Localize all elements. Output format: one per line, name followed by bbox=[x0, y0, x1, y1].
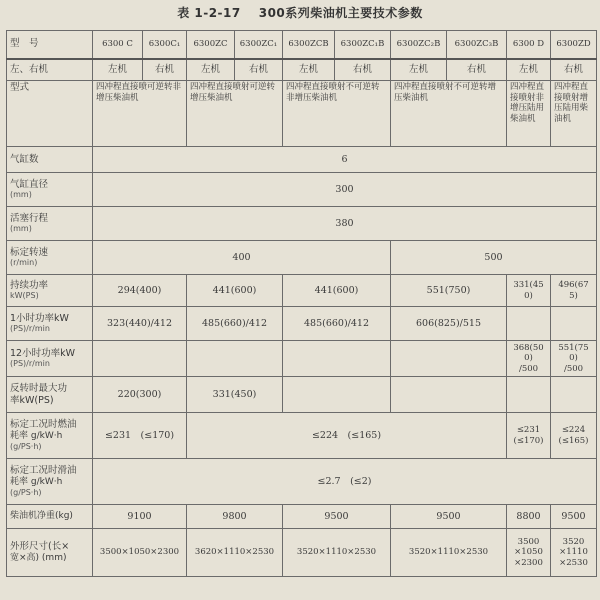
empty-cell bbox=[551, 377, 597, 413]
value-line: ×2300 bbox=[514, 557, 543, 568]
value-line: /500 bbox=[518, 363, 539, 374]
table-title bbox=[0, 4, 600, 21]
row-label: 气缸数 bbox=[7, 147, 93, 173]
weight-cell: 9500 bbox=[551, 505, 597, 529]
dims-cell: 3520×1110×2530 bbox=[283, 529, 391, 577]
row-label bbox=[7, 307, 93, 341]
weight-cell: 9100 bbox=[93, 505, 187, 529]
weight-cell: 9500 bbox=[283, 505, 391, 529]
label-unit: (r/min) bbox=[10, 258, 38, 268]
model-cell: 6300ZD bbox=[551, 31, 597, 59]
empty-cell bbox=[283, 377, 391, 413]
dims-cell bbox=[551, 529, 597, 577]
value-line: (≤170) bbox=[513, 435, 544, 446]
rotation-cell: 左机 bbox=[283, 59, 335, 81]
label-unit: (mm) bbox=[10, 190, 32, 200]
dims-cell bbox=[507, 529, 551, 577]
rotation-cell: 右机 bbox=[143, 59, 187, 81]
label-unit: kW(PS) bbox=[10, 291, 39, 301]
empty-cell bbox=[93, 341, 187, 377]
table-caption: 300系列柴油机主要技术参数 bbox=[258, 6, 423, 20]
value-line: /500 bbox=[563, 363, 584, 374]
power-cell bbox=[551, 307, 597, 341]
type-cell: 四冲程直接喷射非增压陆用柴油机 bbox=[507, 81, 551, 147]
row-label bbox=[7, 275, 93, 307]
model-cell: 6300 C bbox=[93, 31, 143, 59]
power-cell: 441(600) bbox=[187, 275, 283, 307]
row-label bbox=[7, 459, 93, 505]
row-label: 左、右机 bbox=[7, 59, 93, 81]
row-label bbox=[7, 241, 93, 275]
dims-cell: 3520×1110×2530 bbox=[391, 529, 507, 577]
value-line: (≤165) bbox=[558, 435, 589, 446]
empty-cell bbox=[507, 377, 551, 413]
empty-cell bbox=[187, 341, 283, 377]
row-label bbox=[7, 207, 93, 241]
empty-cell bbox=[391, 341, 507, 377]
empty-cell bbox=[283, 341, 391, 377]
power-cell: 441(600) bbox=[283, 275, 391, 307]
rotation-cell: 右机 bbox=[335, 59, 391, 81]
label-text: 率kW(PS) bbox=[10, 394, 54, 406]
power-cell: 331(450) bbox=[187, 377, 283, 413]
value-line: ×1110 bbox=[559, 547, 588, 558]
weight-cell: 9500 bbox=[391, 505, 507, 529]
model-cell: 6300ZC bbox=[187, 31, 235, 59]
label-unit: (mm) bbox=[10, 224, 32, 234]
row-label bbox=[7, 529, 93, 577]
label-unit: (g/PS·h) bbox=[10, 442, 42, 452]
table-row-stroke bbox=[7, 207, 597, 241]
cylinders-value: 6 bbox=[93, 147, 597, 173]
power-cell bbox=[507, 341, 551, 377]
model-cell: 6300ZC₂B bbox=[391, 31, 447, 59]
row-label bbox=[7, 377, 93, 413]
label-text: 反转时最大功 bbox=[10, 382, 68, 394]
power-cell: 606(825)/515 bbox=[391, 307, 507, 341]
power-cell: 485(660)/412 bbox=[283, 307, 391, 341]
row-label bbox=[7, 413, 93, 459]
type-cell: 四冲程直接喷射可逆转增压柴油机 bbox=[187, 81, 283, 147]
speed-marine: 400 bbox=[93, 241, 391, 275]
model-cell: 6300ZCB bbox=[283, 31, 335, 59]
label-unit: (g/PS·h) bbox=[10, 488, 42, 498]
model-cell: 6300 D bbox=[507, 31, 551, 59]
speed-land: 500 bbox=[391, 241, 597, 275]
label-text: 1小时功率kW bbox=[10, 312, 69, 324]
model-cell: 6300ZC₁B bbox=[335, 31, 391, 59]
label-text: 外形尺寸(长× bbox=[10, 540, 70, 552]
bore-value: 300 bbox=[93, 173, 597, 207]
table-row-reverse-power bbox=[7, 377, 597, 413]
value-line: ×1050 bbox=[514, 547, 543, 558]
value-line: 551(750) bbox=[558, 343, 589, 364]
value-line: 368(500) bbox=[513, 343, 544, 364]
label-text: 标定转速 bbox=[10, 246, 49, 258]
spec-table bbox=[6, 30, 597, 577]
rotation-cell: 左机 bbox=[507, 59, 551, 81]
label-unit: (PS)/r/min bbox=[10, 324, 50, 334]
table-row-hour1-power bbox=[7, 307, 597, 341]
table-row-dims bbox=[7, 529, 597, 577]
weight-cell: 8800 bbox=[507, 505, 551, 529]
label-unit: (PS)/r/min bbox=[10, 359, 50, 369]
row-label bbox=[7, 173, 93, 207]
value-line: 3520 bbox=[562, 537, 585, 548]
type-cell: 四冲程直接喷射不可逆转增压柴油机 bbox=[391, 81, 507, 147]
empty-cell bbox=[391, 377, 507, 413]
weight-cell: 9800 bbox=[187, 505, 283, 529]
power-cell: 323(440)/412 bbox=[93, 307, 187, 341]
dims-cell: 3620×1110×2530 bbox=[187, 529, 283, 577]
power-cell: 294(400) bbox=[93, 275, 187, 307]
table-row-model bbox=[7, 31, 597, 59]
power-cell bbox=[551, 341, 597, 377]
rotation-cell: 右机 bbox=[447, 59, 507, 81]
table-row-fuel bbox=[7, 413, 597, 459]
model-cell: 6300C₁ bbox=[143, 31, 187, 59]
power-cell: 485(660)/412 bbox=[187, 307, 283, 341]
label-text: 耗率 g/kW·h bbox=[10, 476, 63, 487]
table-row-rotation bbox=[7, 59, 597, 81]
rotation-cell: 左机 bbox=[391, 59, 447, 81]
label-text: 标定工况时滑油 bbox=[10, 464, 77, 476]
label-text: 活塞行程 bbox=[10, 212, 49, 224]
type-cell: 四冲程直接喷射增压陆用柴油机 bbox=[551, 81, 597, 147]
power-cell bbox=[507, 307, 551, 341]
fuel-cell: ≤224 (≤165) bbox=[187, 413, 507, 459]
rotation-cell: 左机 bbox=[187, 59, 235, 81]
model-cell: 6300ZC₃B bbox=[447, 31, 507, 59]
model-cell: 6300ZC₁ bbox=[235, 31, 283, 59]
label-text: 12小时功率kW bbox=[10, 347, 75, 359]
power-cell: 551(750) bbox=[391, 275, 507, 307]
table-row-type bbox=[7, 81, 597, 147]
row-label: 型式 bbox=[7, 81, 93, 147]
table-row-cylinders bbox=[7, 147, 597, 173]
table-row-hour12-power bbox=[7, 341, 597, 377]
label-text: 宽×高) (mm) bbox=[10, 552, 67, 563]
table-number: 表 1-2-17 bbox=[177, 6, 241, 20]
table-row-cont-power bbox=[7, 275, 597, 307]
label-text: 标定工况时燃油 bbox=[10, 418, 77, 430]
label-text: 耗率 g/kW·h bbox=[10, 430, 63, 441]
value-line: ×2530 bbox=[559, 557, 588, 568]
stroke-value: 380 bbox=[93, 207, 597, 241]
fuel-cell bbox=[551, 413, 597, 459]
power-cell: 220(300) bbox=[93, 377, 187, 413]
fuel-cell bbox=[507, 413, 551, 459]
type-cell: 四冲程直接喷射不可逆转非增压柴油机 bbox=[283, 81, 391, 147]
row-label: 柴油机净重(kg) bbox=[7, 505, 93, 529]
table-row-weight bbox=[7, 505, 597, 529]
table-row-bore bbox=[7, 173, 597, 207]
value-line: ≤224 bbox=[561, 425, 586, 436]
value-line: 3500 bbox=[517, 537, 540, 548]
fuel-cell: ≤231 (≤170) bbox=[93, 413, 187, 459]
label-text: 持续功率 bbox=[10, 279, 49, 291]
row-label: 型 号 bbox=[7, 31, 93, 59]
power-cell: 331(450) bbox=[507, 275, 551, 307]
rotation-cell: 右机 bbox=[551, 59, 597, 81]
type-cell: 四冲程直接喷可逆转非增压柴油机 bbox=[93, 81, 187, 147]
dims-cell: 3500×1050×2300 bbox=[93, 529, 187, 577]
value-line: ≤231 bbox=[516, 425, 541, 436]
row-label bbox=[7, 341, 93, 377]
rotation-cell: 左机 bbox=[93, 59, 143, 81]
rotation-cell: 右机 bbox=[235, 59, 283, 81]
table-row-oil bbox=[7, 459, 597, 505]
oil-value: ≤2.7 (≤2) bbox=[93, 459, 597, 505]
power-cell: 496(675) bbox=[551, 275, 597, 307]
table-row-speed bbox=[7, 241, 597, 275]
label-text: 气缸直径 bbox=[10, 178, 49, 190]
